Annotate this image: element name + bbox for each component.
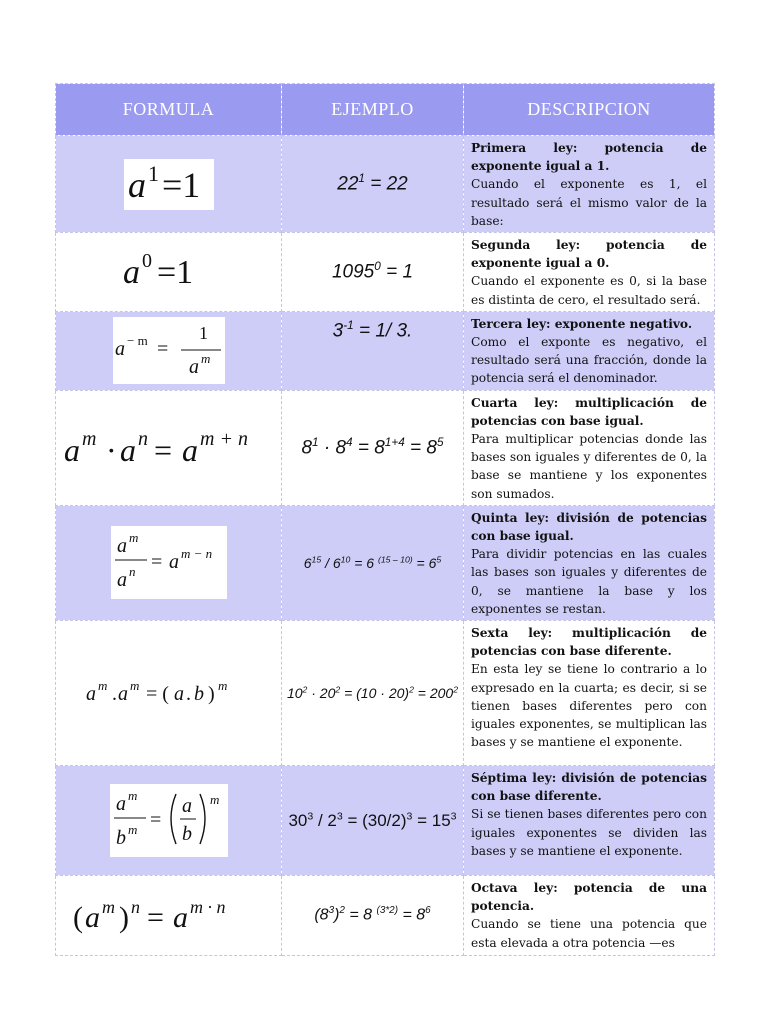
svg-text:m · n: m · n <box>189 897 225 918</box>
example-cell: $6^{15} / 6^{10} = 6$ $^{(15 - 10)} = 6^5$ <box>282 505 464 620</box>
law-title: Segunda ley: potencia de exponente igual a 0. <box>471 238 707 271</box>
law-text: Para dividir potencias en las cuales las bases son iguales y diferentes de 0, se mantiene la base y los exponentes se restan. <box>471 547 707 616</box>
formula-image <box>121 249 217 294</box>
description-cell <box>464 311 715 390</box>
svg-text:a: a <box>181 432 198 469</box>
formula-cell <box>56 311 282 390</box>
svg-text:b: b <box>193 682 204 705</box>
svg-text:): ) <box>207 682 215 705</box>
description-cell <box>464 505 715 620</box>
svg-text:− m: − m <box>126 333 148 349</box>
svg-text:a: a <box>173 682 184 705</box>
table-row <box>56 621 715 766</box>
example-cell: $22^1 = 22$ <box>282 136 464 233</box>
header-formula: FORMULA <box>56 84 282 136</box>
formula-cell <box>56 876 282 956</box>
svg-text:a: a <box>114 338 125 361</box>
table-row <box>56 136 715 233</box>
svg-text:=: = <box>156 338 168 361</box>
law-title: Séptima ley: división de potencias con base diferente. <box>471 771 707 804</box>
table-row <box>56 766 715 876</box>
formula-image <box>84 674 254 713</box>
example-cell: $(8^3)^2 = 8$ $^{(3*2)} = 8^6$ <box>282 876 464 956</box>
law-title: Cuarta ley: multiplicación de potencias con base igual. <box>471 395 707 428</box>
svg-text:m: m <box>209 792 219 808</box>
example-cell: $1095^0 = 1$ <box>282 233 464 312</box>
law-text: En esta ley se tiene lo contrario a lo expresado en la cuarta; es decir, si se tienen bases diferentes pero con iguales exponentes, se multiplican las bases y se mantiene el exponente. <box>471 662 707 750</box>
formula-image <box>110 784 228 857</box>
svg-text:m: m <box>101 897 115 918</box>
svg-text:): ) <box>118 901 129 935</box>
svg-text:a: a <box>119 432 136 469</box>
law-title: Quinta ley: división de potencias con base igual. <box>471 510 707 544</box>
svg-text:m: m <box>128 530 138 546</box>
table-row <box>56 505 715 620</box>
svg-text:a: a <box>84 901 100 935</box>
svg-text:m: m <box>81 428 96 451</box>
law-title: Primera ley: potencia de exponente igual a 1. <box>471 141 707 174</box>
formula-cell <box>56 766 282 876</box>
formula-image <box>113 317 225 384</box>
law-text: Cuando el exponente es 0, si la base es distinta de cero, el resultado será. <box>471 274 707 307</box>
example-cell: $10^2 \cdot 20^2 = (10 \cdot 20)^2 = 200^2$ <box>282 621 464 766</box>
law-text: Cuando se tiene una potencia que esta elevada a otra potencia —es <box>471 917 707 950</box>
formula-cell <box>56 233 282 312</box>
svg-text:b: b <box>181 823 192 846</box>
table-row <box>56 390 715 505</box>
svg-text:·: · <box>105 432 117 469</box>
formula-image <box>69 891 269 940</box>
formula-cell <box>56 621 282 766</box>
svg-text:m − n: m − n <box>180 546 212 562</box>
law-title: Sexta ley: multiplicación de potencias con base diferente. <box>471 626 707 659</box>
law-text: Como el exponte es negativo, el resultado será una fracción, donde la potencia será el denominador. <box>471 335 707 386</box>
example-cell: $8^1 \cdot 8^4 = 8^{1+4} = 8^5$ <box>282 390 464 505</box>
svg-text:m: m <box>97 677 107 693</box>
svg-text:a: a <box>181 795 192 818</box>
svg-text:a: a <box>168 551 179 574</box>
svg-text:=: = <box>149 809 161 832</box>
svg-text:=1: =1 <box>156 254 193 290</box>
svg-text:m: m <box>127 788 137 804</box>
formula-cell <box>56 136 282 233</box>
svg-text:a: a <box>115 793 126 816</box>
svg-text:.: . <box>185 682 191 705</box>
table-row <box>56 311 715 390</box>
svg-text:= (: = ( <box>145 682 169 705</box>
svg-text:a: a <box>116 569 127 592</box>
description-cell <box>464 876 715 956</box>
svg-text:a: a <box>127 164 146 205</box>
svg-text:b: b <box>115 827 126 850</box>
svg-text:.: . <box>111 682 117 705</box>
description-cell <box>464 621 715 766</box>
example-cell: $30^3 / 2^3 = (30/2)^3 = 15^3$ <box>282 766 464 876</box>
svg-text:a: a <box>85 682 96 705</box>
laws-of-exponents-table <box>55 83 715 956</box>
header-example: EJEMPLO <box>282 84 464 136</box>
svg-text:m: m <box>127 822 137 838</box>
svg-text:1: 1 <box>198 323 208 344</box>
svg-text:n: n <box>130 897 140 918</box>
svg-text:n: n <box>128 564 135 580</box>
svg-text:(: ( <box>72 901 83 935</box>
svg-text:a: a <box>63 432 80 469</box>
svg-text:m + n: m + n <box>199 428 248 451</box>
svg-text:=: = <box>150 551 162 574</box>
law-title: Octava ley: potencia de una potencia. <box>471 881 707 914</box>
formula-cell <box>56 390 282 505</box>
svg-text:0: 0 <box>141 250 152 273</box>
svg-text:a: a <box>117 682 128 705</box>
example-cell: $3^{-1} = 1/$ 3. <box>282 311 464 390</box>
law-text: Cuando el exponente es 1, el resultado será el mismo valor de la base: <box>471 177 707 228</box>
svg-text:m: m <box>129 677 139 693</box>
svg-text:=1: =1 <box>161 164 200 205</box>
svg-text:a: a <box>122 254 140 290</box>
law-text: Para multiplicar potencias donde las bases son iguales y diferentes de 0, la base se mantiene y los exponentes son sumados. <box>471 432 707 501</box>
law-title: Tercera ley: exponente negativo. <box>471 316 693 331</box>
description-cell <box>464 390 715 505</box>
svg-text:n: n <box>137 428 148 451</box>
svg-text:=: = <box>153 432 172 469</box>
svg-text:a: a <box>116 535 127 558</box>
law-text: Si se tienen bases diferentes pero con iguales exponentes se dividen las bases y se mantiene el exponente. <box>471 807 707 858</box>
table-row <box>56 233 715 312</box>
svg-text:m: m <box>217 677 227 693</box>
description-cell <box>464 233 715 312</box>
description-cell <box>464 766 715 876</box>
svg-text:a: a <box>188 356 199 379</box>
svg-text:1: 1 <box>147 160 159 186</box>
description-cell <box>464 136 715 233</box>
header-description: DESCRIPCION <box>464 84 715 136</box>
svg-text:a: a <box>172 901 188 935</box>
formula-image <box>124 159 214 210</box>
table-row <box>56 876 715 956</box>
svg-text:=: = <box>146 901 164 935</box>
formula-image <box>111 526 227 599</box>
svg-text:m: m <box>200 351 210 367</box>
formula-image <box>58 421 280 474</box>
formula-cell <box>56 505 282 620</box>
